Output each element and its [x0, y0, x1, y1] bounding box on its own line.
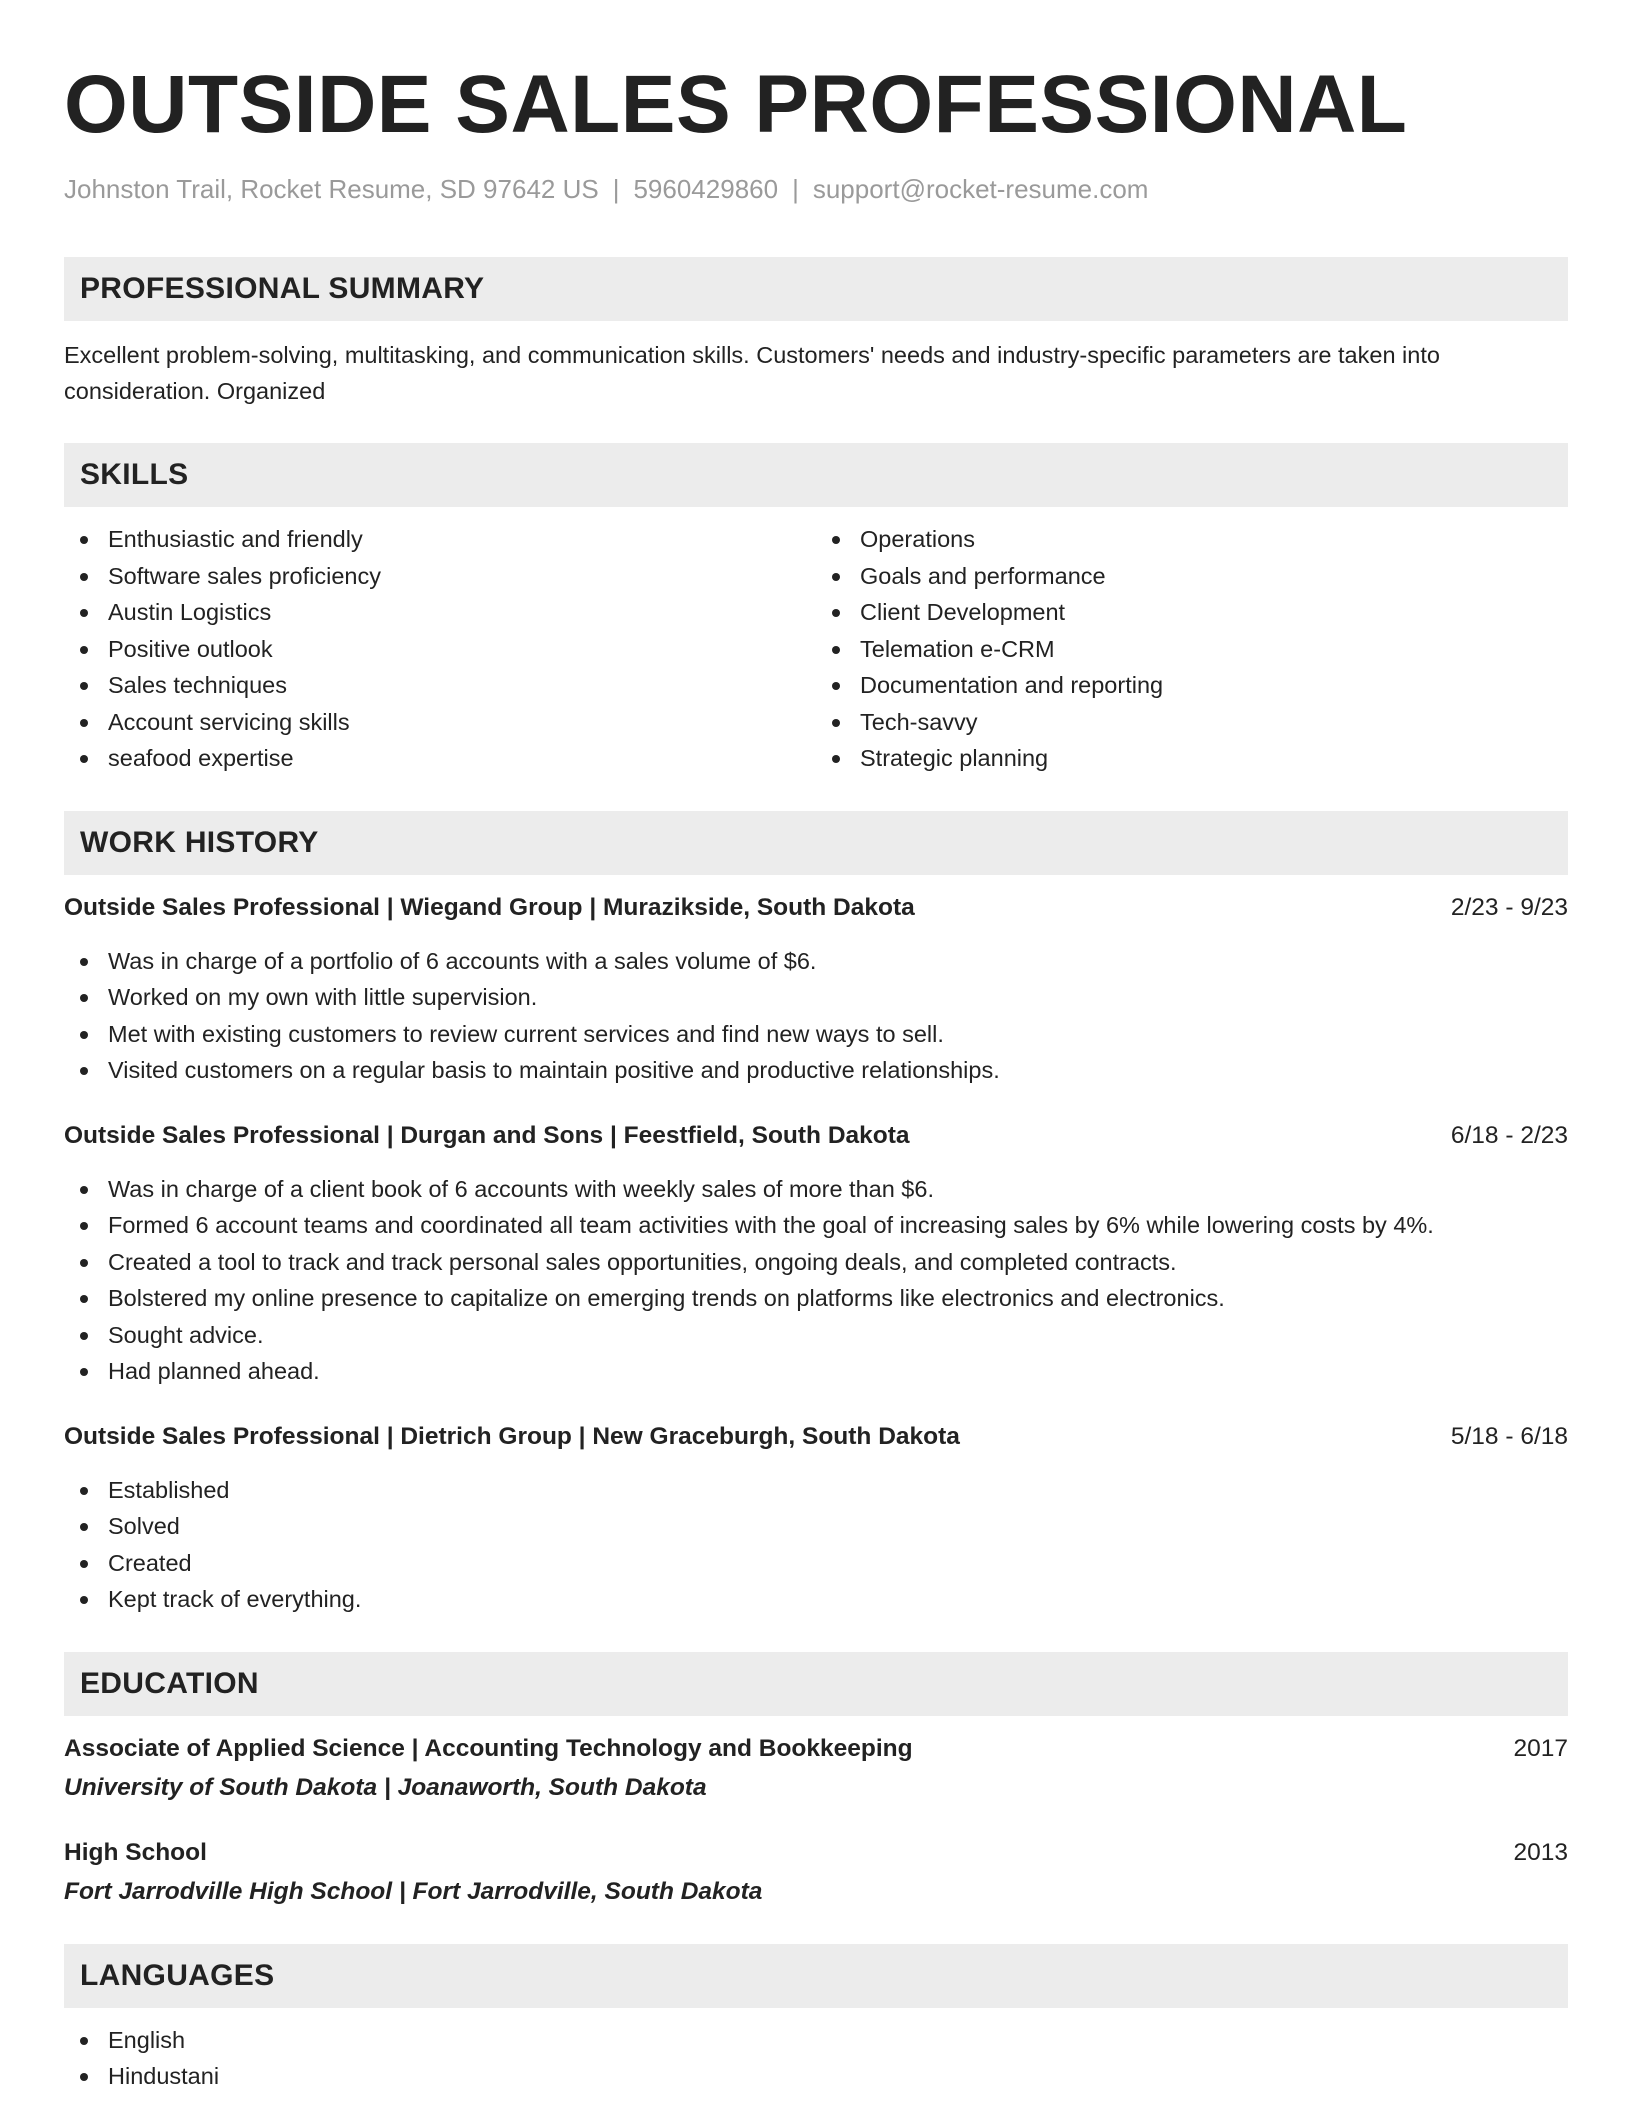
education-year: 2013	[1513, 1838, 1568, 1866]
language-item: English	[64, 2022, 1568, 2059]
skill-item: seafood expertise	[64, 740, 816, 777]
job-bullet: Met with existing customers to review current services and find new ways to sell.	[64, 1016, 1568, 1053]
skills-column-right	[816, 521, 1568, 777]
education-entry	[64, 1836, 1568, 1910]
job-entry	[64, 1119, 1568, 1390]
language-item: Hindustani	[64, 2058, 1568, 2095]
skills-section-header	[64, 443, 1568, 507]
job-dates: 5/18 - 6/18	[1450, 1422, 1568, 1450]
summary-section-header	[64, 257, 1568, 321]
job-bullet: Had planned ahead.	[64, 1353, 1568, 1390]
skill-item: Sales techniques	[64, 667, 816, 704]
resume-name: OUTSIDE SALES PROFESSIONAL	[64, 59, 1408, 150]
job-bullet: Kept track of everything.	[64, 1581, 1568, 1618]
job-bullet: Created a tool to track and track personal sales opportunities, ongoing deals, and completed contracts.	[64, 1244, 1568, 1281]
education-header	[64, 1836, 1568, 1870]
skill-item: Enthusiastic and friendly	[64, 521, 816, 558]
job-bullets	[64, 943, 1568, 1089]
contact-separator: |	[792, 174, 799, 204]
languages-heading: LANGUAGES	[80, 1958, 275, 1992]
job-bullet: Sought advice.	[64, 1317, 1568, 1354]
work-heading: WORK HISTORY	[80, 825, 319, 859]
summary-text: Excellent problem-solving, multitasking, and communication skills. Customers' needs and industry-specific parameters are taken into consideration. Organized	[64, 342, 1440, 405]
contact-line	[64, 174, 1568, 205]
contact-phone: 5960429860	[633, 174, 779, 204]
skill-item: Tech-savvy	[816, 704, 1568, 741]
education-school: University of South Dakota | Joanaworth, South Dakota	[64, 1773, 707, 1801]
skills-list	[64, 521, 1568, 777]
job-entry	[64, 1420, 1568, 1618]
skill-item: Telemation e-CRM	[816, 631, 1568, 668]
job-bullet: Created	[64, 1545, 1568, 1582]
education-degree: Associate of Applied Science | Accounting Technology and Bookkeeping	[64, 1734, 913, 1762]
education-school: Fort Jarrodville High School | Fort Jarrodville, South Dakota	[64, 1877, 763, 1905]
contact-email: support@rocket-resume.com	[812, 174, 1149, 204]
summary-heading: PROFESSIONAL SUMMARY	[80, 272, 485, 306]
job-title: Outside Sales Professional | Wiegand Group | Murazikside, South Dakota	[64, 893, 915, 921]
languages-section-header	[64, 1944, 1568, 2008]
skills-column-left	[64, 521, 816, 777]
education-heading: EDUCATION	[80, 1666, 259, 1700]
job-bullet: Was in charge of a portfolio of 6 accounts with a sales volume of $6.	[64, 943, 1568, 980]
job-bullet: Worked on my own with little supervision.	[64, 979, 1568, 1016]
job-dates: 6/18 - 2/23	[1450, 1121, 1568, 1149]
job-header	[64, 1420, 1568, 1454]
education-year: 2017	[1513, 1734, 1568, 1762]
work-section-header	[64, 811, 1568, 875]
skill-item: Strategic planning	[816, 740, 1568, 777]
education-header	[64, 1732, 1568, 1766]
education-degree: High School	[64, 1838, 207, 1866]
job-title: Outside Sales Professional | Dietrich Group | New Graceburgh, South Dakota	[64, 1422, 960, 1450]
job-dates: 2/23 - 9/23	[1450, 893, 1568, 921]
job-bullet: Bolstered my online presence to capitalize on emerging trends on platforms like electronics and electronics.	[64, 1280, 1568, 1317]
job-header	[64, 1119, 1568, 1153]
education-section-header	[64, 1652, 1568, 1716]
job-bullets	[64, 1171, 1568, 1390]
job-bullet: Solved	[64, 1508, 1568, 1545]
skill-item: Software sales proficiency	[64, 558, 816, 595]
skills-heading: SKILLS	[80, 458, 189, 492]
skill-item: Goals and performance	[816, 558, 1568, 595]
skill-item: Operations	[816, 521, 1568, 558]
skill-item: Positive outlook	[64, 631, 816, 668]
job-bullet: Established	[64, 1472, 1568, 1509]
job-bullet: Formed 6 account teams and coordinated all team activities with the goal of increasing sales by 6% while lowering costs by 4%.	[64, 1207, 1568, 1244]
job-header	[64, 891, 1568, 925]
skill-item: Austin Logistics	[64, 594, 816, 631]
contact-address: Johnston Trail, Rocket Resume, SD 97642 US	[64, 174, 599, 204]
languages-list	[64, 2022, 1568, 2095]
job-bullet: Visited customers on a regular basis to maintain positive and productive relationships.	[64, 1052, 1568, 1089]
education-entry	[64, 1732, 1568, 1806]
job-bullets	[64, 1472, 1568, 1618]
job-title: Outside Sales Professional | Durgan and Sons | Feestfield, South Dakota	[64, 1121, 910, 1149]
contact-separator: |	[612, 174, 620, 204]
skill-item: Client Development	[816, 594, 1568, 631]
skill-item: Documentation and reporting	[816, 667, 1568, 704]
skill-item: Account servicing skills	[64, 704, 816, 741]
job-bullet: Was in charge of a client book of 6 accounts with weekly sales of more than $6.	[64, 1171, 1568, 1208]
job-entry	[64, 891, 1568, 1089]
